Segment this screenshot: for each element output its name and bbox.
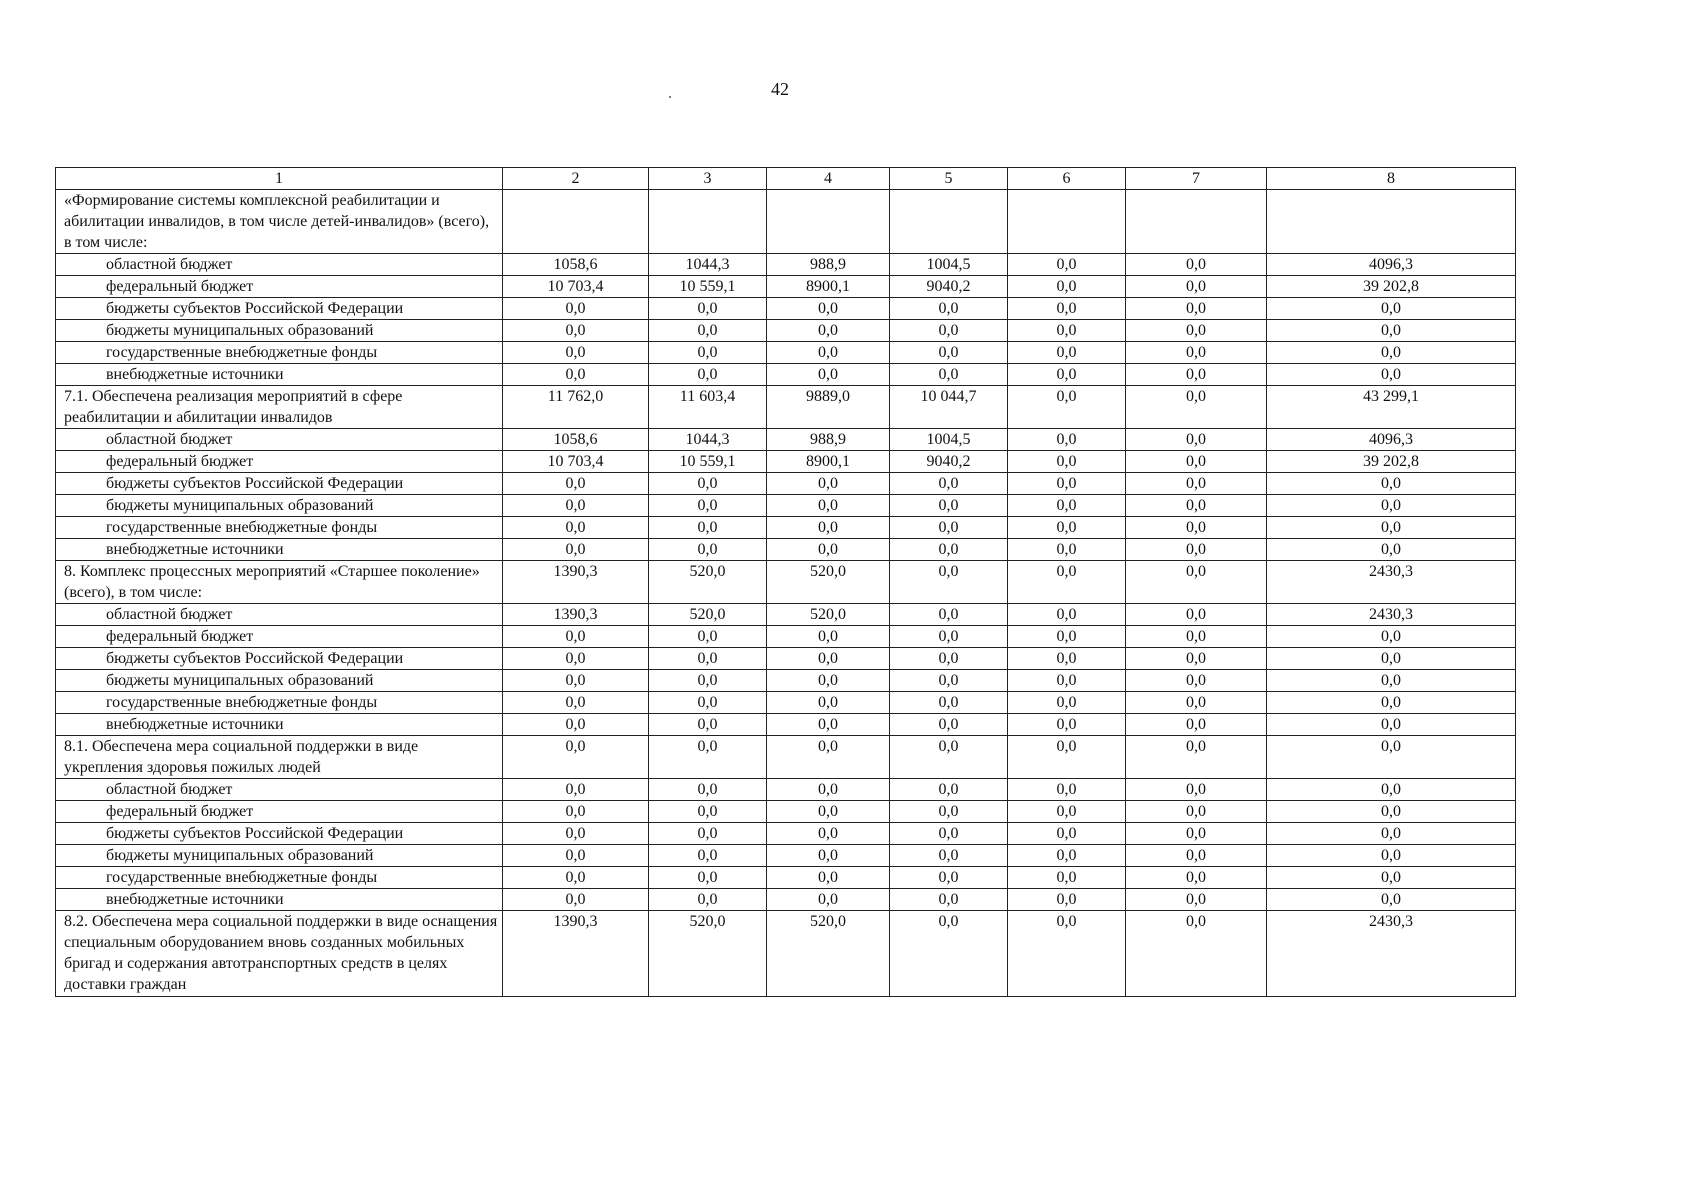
- value-cell: 0,0: [1008, 889, 1126, 911]
- value-cell: 8900,1: [767, 451, 890, 473]
- value-cell: 1058,6: [503, 429, 649, 451]
- value-cell: 9040,2: [890, 451, 1008, 473]
- value-cell: 0,0: [649, 889, 767, 911]
- value-cell: 1390,3: [503, 561, 649, 604]
- header-cell: 8: [1267, 168, 1516, 190]
- group-label-cell: 8.2. Обеспечена мера социальной поддержки в виде оснащения специальным оборудованием вновь созданных мобильных бригад и содержания автотранспортных средств в целях доставки граждан: [56, 911, 503, 997]
- value-cell: 0,0: [649, 298, 767, 320]
- table-group-row: [56, 561, 1516, 604]
- value-cell: 0,0: [1008, 451, 1126, 473]
- value-cell: 0,0: [890, 867, 1008, 889]
- value-cell: 0,0: [1008, 911, 1126, 997]
- value-cell: 0,0: [649, 495, 767, 517]
- value-cell: 0,0: [1126, 254, 1267, 276]
- table-group-row: [56, 911, 1516, 997]
- value-cell: 0,0: [1008, 692, 1126, 714]
- table-row: [56, 495, 1516, 517]
- value-cell: 0,0: [1126, 845, 1267, 867]
- value-cell: 0,0: [890, 539, 1008, 561]
- value-cell: 11 762,0: [503, 386, 649, 429]
- value-cell: 0,0: [503, 801, 649, 823]
- value-cell: 11 603,4: [649, 386, 767, 429]
- value-cell: 0,0: [767, 823, 890, 845]
- row-label-cell: бюджеты муниципальных образований: [56, 495, 503, 517]
- table-group-row: [56, 386, 1516, 429]
- value-cell: 0,0: [503, 670, 649, 692]
- value-cell: 0,0: [890, 648, 1008, 670]
- value-cell: 0,0: [503, 298, 649, 320]
- value-cell: 0,0: [1267, 801, 1516, 823]
- value-cell: 0,0: [890, 298, 1008, 320]
- value-cell: 0,0: [1126, 823, 1267, 845]
- value-cell: 0,0: [767, 517, 890, 539]
- value-cell: 0,0: [1008, 648, 1126, 670]
- value-cell: 0,0: [649, 670, 767, 692]
- header-cell: 1: [56, 168, 503, 190]
- value-cell: 0,0: [1008, 364, 1126, 386]
- value-cell: 0,0: [649, 473, 767, 495]
- value-cell: 0,0: [1008, 495, 1126, 517]
- value-cell: 0,0: [649, 626, 767, 648]
- value-cell: 0,0: [767, 495, 890, 517]
- value-cell: 520,0: [767, 561, 890, 604]
- group-label-cell: 8. Комплекс процессных мероприятий «Старшее поколение» (всего), в том числе:: [56, 561, 503, 604]
- row-label-cell: бюджеты субъектов Российской Федерации: [56, 648, 503, 670]
- value-cell: 0,0: [767, 845, 890, 867]
- header-cell: 7: [1126, 168, 1267, 190]
- value-cell: 0,0: [1126, 801, 1267, 823]
- value-cell: 0,0: [503, 364, 649, 386]
- row-label-cell: государственные внебюджетные фонды: [56, 517, 503, 539]
- value-cell: 0,0: [767, 889, 890, 911]
- value-cell: 0,0: [890, 561, 1008, 604]
- value-cell: 0,0: [767, 736, 890, 779]
- value-cell: 0,0: [1126, 473, 1267, 495]
- value-cell: 520,0: [767, 911, 890, 997]
- table-row: [56, 845, 1516, 867]
- row-label-cell: государственные внебюджетные фонды: [56, 342, 503, 364]
- value-cell: 0,0: [649, 320, 767, 342]
- value-cell: 0,0: [503, 320, 649, 342]
- value-cell: 0,0: [649, 823, 767, 845]
- value-cell: 0,0: [1267, 845, 1516, 867]
- value-cell: 1390,3: [503, 604, 649, 626]
- value-cell: 0,0: [1267, 364, 1516, 386]
- value-cell: 0,0: [1267, 779, 1516, 801]
- value-cell: 10 703,4: [503, 276, 649, 298]
- value-cell: 0,0: [1008, 867, 1126, 889]
- value-cell: 0,0: [767, 714, 890, 736]
- value-cell: 0,0: [1126, 539, 1267, 561]
- table-row: [56, 276, 1516, 298]
- value-cell: 0,0: [1126, 517, 1267, 539]
- value-cell: 0,0: [1267, 473, 1516, 495]
- value-cell: 988,9: [767, 429, 890, 451]
- value-cell: [1267, 190, 1516, 254]
- value-cell: 0,0: [767, 364, 890, 386]
- row-label-cell: внебюджетные источники: [56, 714, 503, 736]
- value-cell: 0,0: [1126, 276, 1267, 298]
- value-cell: 0,0: [767, 473, 890, 495]
- row-label-cell: федеральный бюджет: [56, 276, 503, 298]
- row-label-cell: внебюджетные источники: [56, 889, 503, 911]
- value-cell: 520,0: [649, 561, 767, 604]
- row-label-cell: бюджеты субъектов Российской Федерации: [56, 473, 503, 495]
- table-row: [56, 342, 1516, 364]
- table-row: [56, 451, 1516, 473]
- row-label-cell: внебюджетные источники: [56, 364, 503, 386]
- value-cell: 0,0: [1008, 539, 1126, 561]
- group-label-cell: «Формирование системы комплексной реабилитации и абилитации инвалидов, в том числе детей-инвалидов» (всего), в том числе:: [56, 190, 503, 254]
- value-cell: 0,0: [1126, 451, 1267, 473]
- value-cell: 0,0: [1008, 429, 1126, 451]
- value-cell: 0,0: [1267, 714, 1516, 736]
- value-cell: 0,0: [649, 736, 767, 779]
- value-cell: 0,0: [1008, 626, 1126, 648]
- budget-table: [55, 167, 1516, 997]
- value-cell: 0,0: [1126, 604, 1267, 626]
- value-cell: 0,0: [1008, 254, 1126, 276]
- table-row: [56, 670, 1516, 692]
- value-cell: 0,0: [649, 648, 767, 670]
- table-row: [56, 473, 1516, 495]
- value-cell: 0,0: [1008, 386, 1126, 429]
- value-cell: 0,0: [767, 801, 890, 823]
- table-row: [56, 604, 1516, 626]
- value-cell: 0,0: [767, 626, 890, 648]
- value-cell: 0,0: [503, 823, 649, 845]
- row-label-cell: государственные внебюджетные фонды: [56, 867, 503, 889]
- value-cell: 0,0: [1126, 714, 1267, 736]
- header-cell: 2: [503, 168, 649, 190]
- value-cell: 1390,3: [503, 911, 649, 997]
- value-cell: 0,0: [1126, 911, 1267, 997]
- value-cell: [503, 190, 649, 254]
- header-cell: 3: [649, 168, 767, 190]
- value-cell: 0,0: [503, 517, 649, 539]
- value-cell: 0,0: [1008, 320, 1126, 342]
- value-cell: 0,0: [649, 779, 767, 801]
- table-row: [56, 692, 1516, 714]
- value-cell: 0,0: [1126, 429, 1267, 451]
- table-group-row: [56, 736, 1516, 779]
- value-cell: 0,0: [1126, 495, 1267, 517]
- value-cell: 2430,3: [1267, 911, 1516, 997]
- value-cell: 0,0: [503, 495, 649, 517]
- value-cell: 0,0: [649, 801, 767, 823]
- row-label-cell: областной бюджет: [56, 779, 503, 801]
- value-cell: 0,0: [767, 867, 890, 889]
- value-cell: 0,0: [1267, 670, 1516, 692]
- table-row: [56, 364, 1516, 386]
- value-cell: 0,0: [1267, 342, 1516, 364]
- value-cell: 0,0: [1008, 779, 1126, 801]
- table-body: [56, 168, 1516, 997]
- table-row: [56, 648, 1516, 670]
- value-cell: 0,0: [890, 495, 1008, 517]
- value-cell: 0,0: [890, 364, 1008, 386]
- value-cell: 0,0: [1008, 670, 1126, 692]
- value-cell: 0,0: [503, 779, 649, 801]
- table-row: [56, 801, 1516, 823]
- value-cell: [1126, 190, 1267, 254]
- value-cell: 0,0: [1126, 670, 1267, 692]
- value-cell: 10 559,1: [649, 276, 767, 298]
- value-cell: 0,0: [767, 648, 890, 670]
- value-cell: 0,0: [1126, 364, 1267, 386]
- value-cell: 0,0: [1267, 320, 1516, 342]
- value-cell: 0,0: [890, 670, 1008, 692]
- value-cell: 0,0: [767, 692, 890, 714]
- value-cell: 0,0: [503, 867, 649, 889]
- value-cell: 0,0: [1126, 889, 1267, 911]
- row-label-cell: областной бюджет: [56, 604, 503, 626]
- value-cell: 0,0: [890, 779, 1008, 801]
- value-cell: 0,0: [767, 779, 890, 801]
- value-cell: 0,0: [890, 911, 1008, 997]
- table-group-row: [56, 190, 1516, 254]
- value-cell: 0,0: [1267, 626, 1516, 648]
- scan-dot: [669, 96, 671, 98]
- value-cell: 0,0: [503, 845, 649, 867]
- value-cell: 0,0: [503, 714, 649, 736]
- header-cell: 5: [890, 168, 1008, 190]
- value-cell: 0,0: [1008, 823, 1126, 845]
- row-label-cell: бюджеты муниципальных образований: [56, 320, 503, 342]
- table-row: [56, 779, 1516, 801]
- table-row: [56, 254, 1516, 276]
- value-cell: [1008, 190, 1126, 254]
- value-cell: 0,0: [1267, 648, 1516, 670]
- value-cell: 0,0: [649, 714, 767, 736]
- value-cell: 988,9: [767, 254, 890, 276]
- value-cell: 10 703,4: [503, 451, 649, 473]
- value-cell: 0,0: [1008, 473, 1126, 495]
- table-row: [56, 539, 1516, 561]
- value-cell: 0,0: [503, 342, 649, 364]
- value-cell: 0,0: [890, 823, 1008, 845]
- value-cell: 0,0: [767, 342, 890, 364]
- value-cell: 0,0: [503, 473, 649, 495]
- header-cell: 4: [767, 168, 890, 190]
- value-cell: [649, 190, 767, 254]
- value-cell: 0,0: [649, 342, 767, 364]
- value-cell: 0,0: [649, 364, 767, 386]
- value-cell: 0,0: [1008, 517, 1126, 539]
- value-cell: 0,0: [890, 517, 1008, 539]
- value-cell: 10 559,1: [649, 451, 767, 473]
- value-cell: 4096,3: [1267, 254, 1516, 276]
- group-label-cell: 7.1. Обеспечена реализация мероприятий в сфере реабилитации и абилитации инвалидов: [56, 386, 503, 429]
- row-label-cell: федеральный бюджет: [56, 801, 503, 823]
- value-cell: 0,0: [503, 736, 649, 779]
- value-cell: 9889,0: [767, 386, 890, 429]
- value-cell: 2430,3: [1267, 561, 1516, 604]
- value-cell: 2430,3: [1267, 604, 1516, 626]
- value-cell: 0,0: [890, 473, 1008, 495]
- row-label-cell: федеральный бюджет: [56, 451, 503, 473]
- value-cell: 0,0: [649, 517, 767, 539]
- value-cell: 0,0: [1267, 495, 1516, 517]
- row-label-cell: областной бюджет: [56, 254, 503, 276]
- value-cell: 0,0: [503, 889, 649, 911]
- value-cell: 0,0: [1267, 539, 1516, 561]
- value-cell: 0,0: [890, 845, 1008, 867]
- value-cell: 39 202,8: [1267, 276, 1516, 298]
- value-cell: 0,0: [767, 320, 890, 342]
- row-label-cell: бюджеты субъектов Российской Федерации: [56, 298, 503, 320]
- value-cell: 0,0: [649, 867, 767, 889]
- table-row: [56, 714, 1516, 736]
- value-cell: 1044,3: [649, 429, 767, 451]
- table-row: [56, 889, 1516, 911]
- row-label-cell: государственные внебюджетные фонды: [56, 692, 503, 714]
- value-cell: 9040,2: [890, 276, 1008, 298]
- table-row: [56, 429, 1516, 451]
- table-header-row: [56, 168, 1516, 190]
- value-cell: 0,0: [1126, 320, 1267, 342]
- value-cell: 0,0: [1008, 604, 1126, 626]
- row-label-cell: бюджеты субъектов Российской Федерации: [56, 823, 503, 845]
- value-cell: 0,0: [1126, 342, 1267, 364]
- row-label-cell: бюджеты муниципальных образований: [56, 670, 503, 692]
- value-cell: 0,0: [649, 539, 767, 561]
- row-label-cell: областной бюджет: [56, 429, 503, 451]
- row-label-cell: федеральный бюджет: [56, 626, 503, 648]
- value-cell: 0,0: [1267, 867, 1516, 889]
- value-cell: 0,0: [503, 692, 649, 714]
- value-cell: 8900,1: [767, 276, 890, 298]
- value-cell: 0,0: [1267, 889, 1516, 911]
- value-cell: 1058,6: [503, 254, 649, 276]
- value-cell: 1004,5: [890, 429, 1008, 451]
- value-cell: 43 299,1: [1267, 386, 1516, 429]
- value-cell: 0,0: [1126, 692, 1267, 714]
- value-cell: 0,0: [1126, 561, 1267, 604]
- value-cell: 0,0: [890, 692, 1008, 714]
- value-cell: 1004,5: [890, 254, 1008, 276]
- value-cell: 0,0: [649, 845, 767, 867]
- table-row: [56, 867, 1516, 889]
- value-cell: 0,0: [1126, 648, 1267, 670]
- value-cell: 520,0: [649, 604, 767, 626]
- table-row: [56, 320, 1516, 342]
- value-cell: 0,0: [503, 648, 649, 670]
- value-cell: 0,0: [1008, 801, 1126, 823]
- value-cell: 0,0: [503, 626, 649, 648]
- table-row: [56, 626, 1516, 648]
- value-cell: 0,0: [890, 626, 1008, 648]
- value-cell: 0,0: [890, 342, 1008, 364]
- value-cell: 0,0: [1126, 867, 1267, 889]
- value-cell: 0,0: [649, 692, 767, 714]
- value-cell: 520,0: [649, 911, 767, 997]
- value-cell: 0,0: [1008, 845, 1126, 867]
- value-cell: 0,0: [1126, 386, 1267, 429]
- value-cell: 0,0: [890, 736, 1008, 779]
- value-cell: 0,0: [1126, 626, 1267, 648]
- value-cell: 1044,3: [649, 254, 767, 276]
- value-cell: 520,0: [767, 604, 890, 626]
- value-cell: 0,0: [1267, 517, 1516, 539]
- table-row: [56, 517, 1516, 539]
- value-cell: 0,0: [1008, 276, 1126, 298]
- value-cell: 0,0: [503, 539, 649, 561]
- value-cell: 0,0: [1267, 736, 1516, 779]
- value-cell: [890, 190, 1008, 254]
- value-cell: 0,0: [1267, 298, 1516, 320]
- value-cell: 10 044,7: [890, 386, 1008, 429]
- value-cell: 0,0: [1126, 779, 1267, 801]
- table-row: [56, 298, 1516, 320]
- value-cell: 0,0: [890, 320, 1008, 342]
- row-label-cell: внебюджетные источники: [56, 539, 503, 561]
- value-cell: 0,0: [1008, 714, 1126, 736]
- value-cell: 0,0: [767, 298, 890, 320]
- value-cell: 0,0: [1126, 736, 1267, 779]
- page-number: 42: [771, 79, 789, 99]
- value-cell: 0,0: [890, 604, 1008, 626]
- value-cell: 39 202,8: [1267, 451, 1516, 473]
- value-cell: 0,0: [1008, 298, 1126, 320]
- value-cell: 0,0: [1267, 823, 1516, 845]
- value-cell: 0,0: [1008, 736, 1126, 779]
- value-cell: [767, 190, 890, 254]
- row-label-cell: бюджеты муниципальных образований: [56, 845, 503, 867]
- value-cell: 0,0: [1008, 561, 1126, 604]
- group-label-cell: 8.1. Обеспечена мера социальной поддержки в виде укрепления здоровья пожилых людей: [56, 736, 503, 779]
- value-cell: 0,0: [1267, 692, 1516, 714]
- value-cell: 0,0: [767, 539, 890, 561]
- value-cell: 0,0: [1126, 298, 1267, 320]
- value-cell: 0,0: [1008, 342, 1126, 364]
- table-row: [56, 823, 1516, 845]
- value-cell: 4096,3: [1267, 429, 1516, 451]
- value-cell: 0,0: [890, 714, 1008, 736]
- value-cell: 0,0: [890, 889, 1008, 911]
- header-cell: 6: [1008, 168, 1126, 190]
- value-cell: 0,0: [890, 801, 1008, 823]
- value-cell: 0,0: [767, 670, 890, 692]
